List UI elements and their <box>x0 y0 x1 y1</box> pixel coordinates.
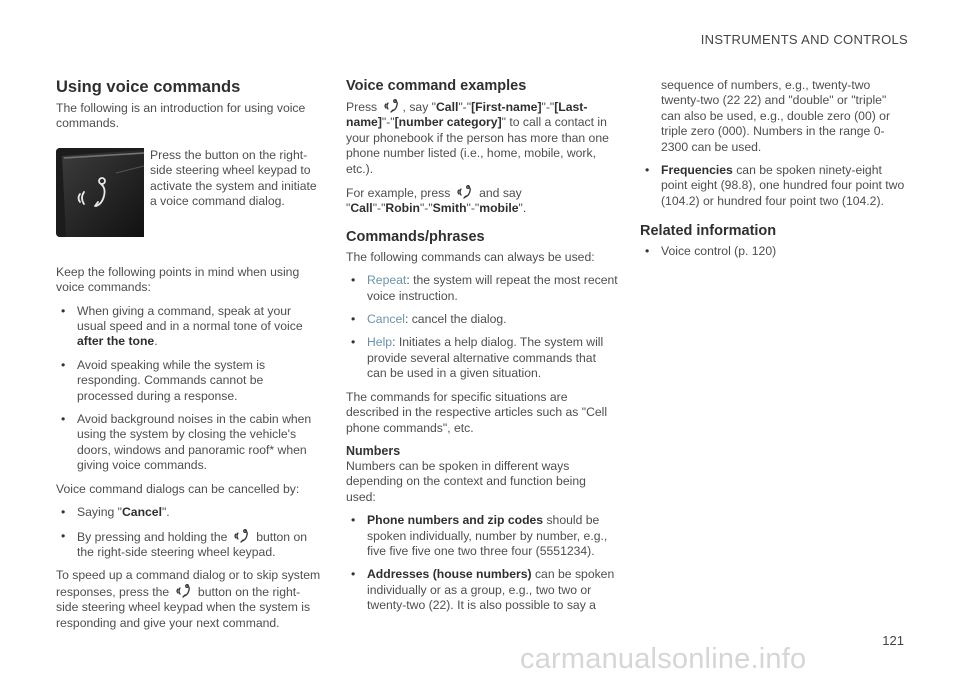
ex2-mobile: mobile <box>479 201 519 216</box>
section-title-commands-phrases: Commands/phrases <box>346 228 485 245</box>
ex1-sep: "-" <box>381 115 395 130</box>
commands-specific: The commands for specific situations are described in the respective articles such as "Cell phone commands", etc. <box>346 389 608 435</box>
numbers-phone-bold: Phone numbers and zip codes <box>367 513 544 528</box>
list-item <box>640 163 908 209</box>
ex2-pre: For example, press <box>346 186 451 201</box>
related-link-voice-control[interactable]: • Voice control (p. 120) <box>640 244 908 259</box>
example-1 <box>346 99 618 177</box>
voice-control-icon <box>234 529 250 543</box>
page-header: INSTRUMENTS AND CONTROLS <box>700 32 908 47</box>
ex2-smith: Smith <box>432 201 467 216</box>
list-item: • Avoid speaking while the system is responding. Commands cannot be processed during a response. <box>56 358 322 404</box>
button-caption: Press the button on the right-side steering wheel keypad to activate the system and initiate a voice command dialog. <box>150 147 317 209</box>
watermark-logo: carmanualsonline.info <box>520 643 807 675</box>
ex1-sep: "-" <box>458 100 472 114</box>
ex2-say: and say <box>479 186 522 201</box>
numbers-address: can be spoken individually or as a group, e.g., two two or twenty-two (22). It is also possible to say a <box>367 567 615 613</box>
ex1-number-category: [number category] <box>394 115 502 130</box>
bullet-text-end: ". <box>161 505 170 520</box>
command-cancel: Cancel <box>367 312 405 327</box>
bullet-text: Saying " <box>77 505 122 520</box>
numbers-phone: should be spoken individually, number by number, e.g., five five five one two three four (5551234). <box>367 513 608 558</box>
speed-up-post: button on the right-side steering wheel keypad when the system is responding and give your next command. <box>56 584 311 630</box>
section-title-voice-command-examples: Voice command examples <box>346 78 527 94</box>
list-item <box>346 312 618 327</box>
commands-intro: The following commands can always be used: <box>346 249 595 264</box>
ex2-call: Call <box>350 201 373 216</box>
command-help: Help <box>367 335 393 350</box>
ex2-end: ". <box>518 201 527 216</box>
command-repeat-desc: : the system will repeat the most recent voice instruction. <box>367 273 618 303</box>
ex1-press: Press <box>346 100 378 114</box>
ex1-sep: "-" <box>541 100 555 114</box>
ex1-say: , say " <box>402 100 436 114</box>
cancel-intro: Voice command dialogs can be cancelled by: <box>56 481 300 496</box>
voice-control-icon <box>384 99 400 113</box>
ex1-first-name: [First-name] <box>471 100 542 114</box>
section-title-using-voice-commands: Using voice commands <box>56 78 241 96</box>
example-2 <box>346 185 618 217</box>
column-1 <box>56 78 322 639</box>
frequencies-bold: Frequencies <box>661 163 733 178</box>
bullet-text-end: button on the right-side steering wheel keypad. <box>77 529 308 559</box>
list-item: • Avoid background noises in the cabin when using the system by closing the vehicle's doors, windows and panoramic roof* when giving voice commands. <box>56 412 322 474</box>
ex2-sep: "-" <box>466 201 480 216</box>
ex2-sep: "-" <box>372 201 386 216</box>
button-illustration-block <box>56 148 322 237</box>
intro-text: The following is an introduction for using voice commands. <box>56 101 306 131</box>
command-cancel-desc: : cancel the dialog. <box>404 312 507 327</box>
list-item <box>56 529 322 561</box>
cancel-keyword: Cancel <box>121 505 162 520</box>
ex1-call: Call <box>436 100 459 114</box>
column-3 <box>640 78 908 268</box>
page-number: 121 <box>882 633 904 648</box>
section-title-related-information: Related information <box>640 223 777 240</box>
list-item <box>346 335 618 381</box>
ex1-last-name: [Last-name] <box>346 100 588 130</box>
ex2-quote: " <box>346 201 351 216</box>
numbers-intro: Numbers can be spoken in different ways depending on the context and function being used: <box>346 458 586 504</box>
command-repeat: Repeat <box>367 273 407 288</box>
frequencies-text: can be spoken ninety-eight point eight (98.8), one hundred four point two (104.2) or hundred four point two (104.2). <box>661 163 905 208</box>
list-item <box>56 505 322 520</box>
ex1-end: " to call a contact in your phonebook if the person has more than one phone number listed (i.e., home, mobile, work, etc.). <box>346 115 609 176</box>
list-item <box>346 567 618 613</box>
bullet-text: When giving a command, speak at your usual speed and in a normal tone of voice <box>77 303 303 334</box>
ex2-sep: "-" <box>419 201 433 216</box>
voice-control-icon <box>457 185 473 199</box>
speed-up-text <box>56 568 322 631</box>
speed-up-pre: To speed up a command dialog or to skip system responses, press the <box>56 568 321 599</box>
bullet-bold: after the tone <box>77 334 155 349</box>
list-item <box>346 273 618 304</box>
steering-wheel-voice-button-icon <box>56 148 144 237</box>
bullet-text: By pressing and holding the <box>77 529 228 544</box>
column-2 <box>346 78 618 622</box>
bullet-text-end: . <box>154 334 158 349</box>
voice-control-icon <box>176 584 192 598</box>
ex2-robin: Robin <box>385 201 420 216</box>
numbers-address-bold: Addresses (house numbers) <box>367 567 532 582</box>
list-item <box>346 513 618 559</box>
numbers-address-continued: sequence of numbers, e.g., twenty-two twenty-two (22 22) and "double" or "triple" can also be used, e.g., double zero (00) or triple zero (000). Numbers in the range 0-2300 can be used. <box>661 78 890 154</box>
keep-in-mind-intro: Keep the following points in mind when using voice commands: <box>56 264 300 295</box>
subsection-title-numbers: Numbers <box>346 443 401 458</box>
list-item <box>56 304 322 350</box>
command-help-desc: : Initiates a help dialog. The system will provide several alternative commands that can be used in a given situation. <box>367 335 604 381</box>
